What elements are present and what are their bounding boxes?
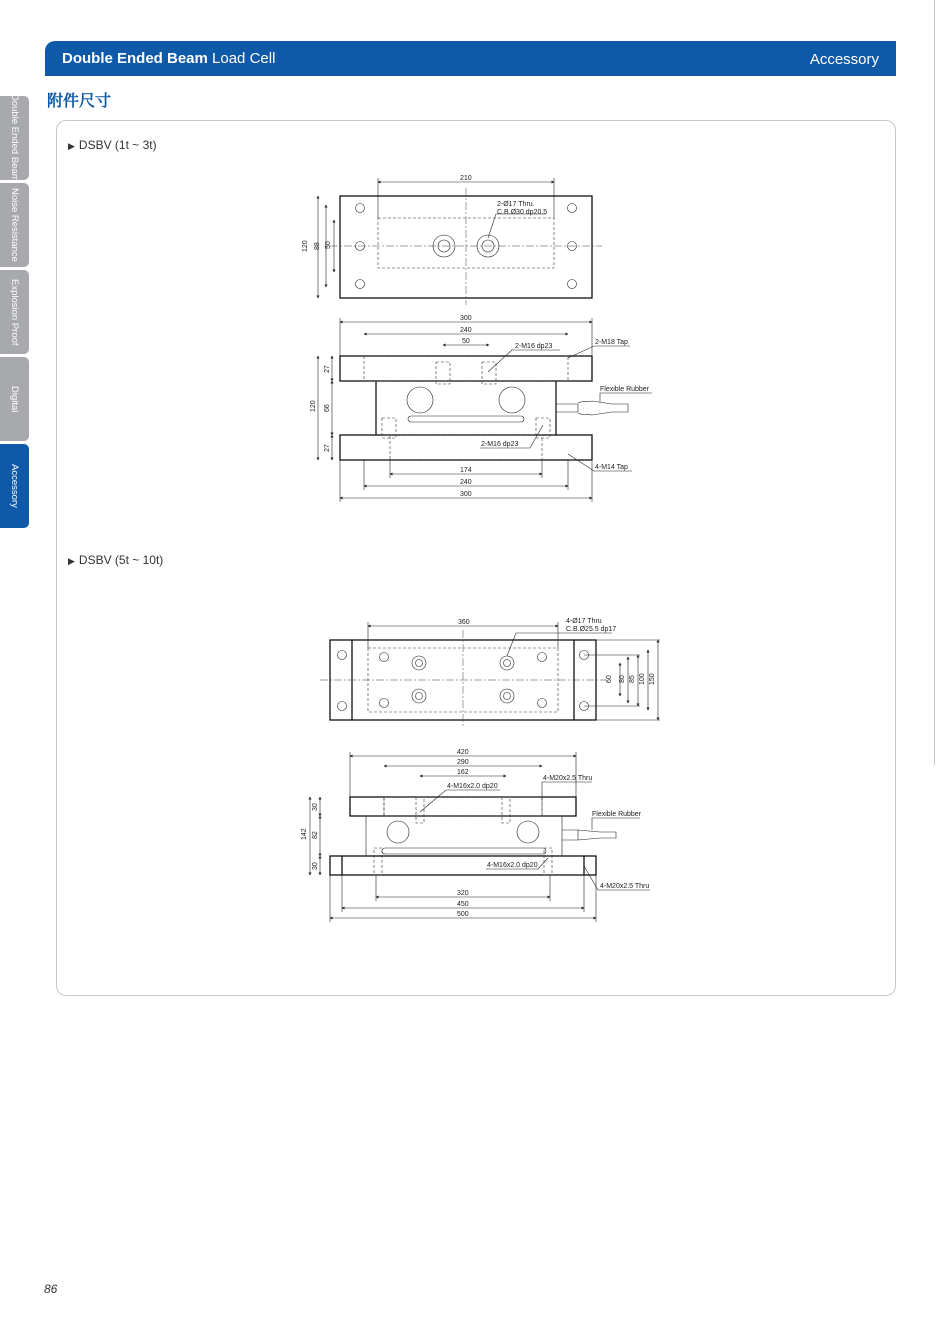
tab-accessory[interactable]: Accessory [0,444,29,528]
dim-240-bottom: 240 [460,479,472,486]
page-number: 86 [44,1282,58,1296]
dim-320: 320 [457,890,469,897]
tab-explosion-proof[interactable]: Explosion Proof [0,270,29,354]
dim-80: 80 [619,675,626,683]
dim-450: 450 [457,901,469,908]
model-label-1: ▶ DSBV (1t ~ 3t) [68,138,157,152]
callout-m16-bottom: 2-M16 dp23 [481,441,519,448]
dim-500: 500 [457,911,469,918]
dim-82: 82 [312,831,319,839]
dim-420: 420 [457,749,469,756]
dim-50: 50 [325,241,332,249]
dim-142: 142 [301,828,308,840]
tab-noise-resistance[interactable]: Noise Resistance [0,183,29,267]
top-view-1 [302,175,602,305]
callout-m18-tap: 2-M18 Tap [595,339,628,346]
dim-100: 100 [639,673,646,685]
dim-174: 174 [460,467,472,474]
dim-85: 85 [629,675,636,683]
dim-50-top: 50 [462,338,470,345]
dim-66: 66 [324,404,331,412]
dim-210: 210 [460,175,472,182]
tab-double-ended-beam[interactable]: Double Ended Beam [0,96,29,180]
callout-flexible-rubber-2: Flexible Rubber [592,811,642,818]
callout-flexible-rubber-1: Flexible Rubber [600,386,650,393]
callout-m16-top-2: 4-M16x2.0 dp20 [447,783,498,790]
dim-300-bottom: 300 [460,491,472,498]
side-view-1 [310,315,652,502]
callout-m20-thru-bottom: 4-M20x2.5 Thru [600,883,650,890]
top-view-2 [320,618,660,728]
header-title: Double Ended Beam Load Cell [62,50,276,67]
dim-150: 150 [649,673,656,685]
tab-digital[interactable]: Digital [0,357,29,441]
callout-cb-1: C.B.Ø30 dp20.5 [497,209,548,216]
dim-290: 290 [457,759,469,766]
dim-30-top: 30 [312,803,319,811]
dim-300-top: 300 [460,315,472,322]
dim-30-bottom: 30 [312,862,319,870]
callout-m16-top: 2-M16 dp23 [515,343,553,350]
callout-m16-bottom-2: 4-M16x2.0 dp20 [487,862,538,869]
model-label-2: ▶ DSBV (5t ~ 10t) [68,553,164,567]
triangle-icon: ▶ [68,141,75,151]
dim-60: 60 [606,675,613,683]
callout-hole-1: 2-Ø17 Thru. [497,201,535,208]
triangle-icon: ▶ [68,556,75,566]
callout-hole-2: 4-Ø17 Thru [566,618,602,625]
dim-27-top: 27 [324,365,331,373]
callout-m20-thru-top: 4-M20x2.5 Thru [543,775,593,782]
dim-162: 162 [457,769,469,776]
header-section: Accessory [809,51,879,68]
section-title: 附件尺寸 [47,91,112,110]
callout-m14-tap: 4-M14 Tap [595,464,628,471]
dim-240-top: 240 [460,327,472,334]
side-view-2 [301,749,650,922]
dim-27-bottom: 27 [324,444,331,452]
dim-88: 88 [314,242,321,250]
dim-120-left: 120 [310,400,317,412]
dim-360: 360 [458,619,470,626]
dim-120: 120 [302,240,309,252]
callout-cb-2: C.B.Ø25.5 dp17 [566,626,617,633]
